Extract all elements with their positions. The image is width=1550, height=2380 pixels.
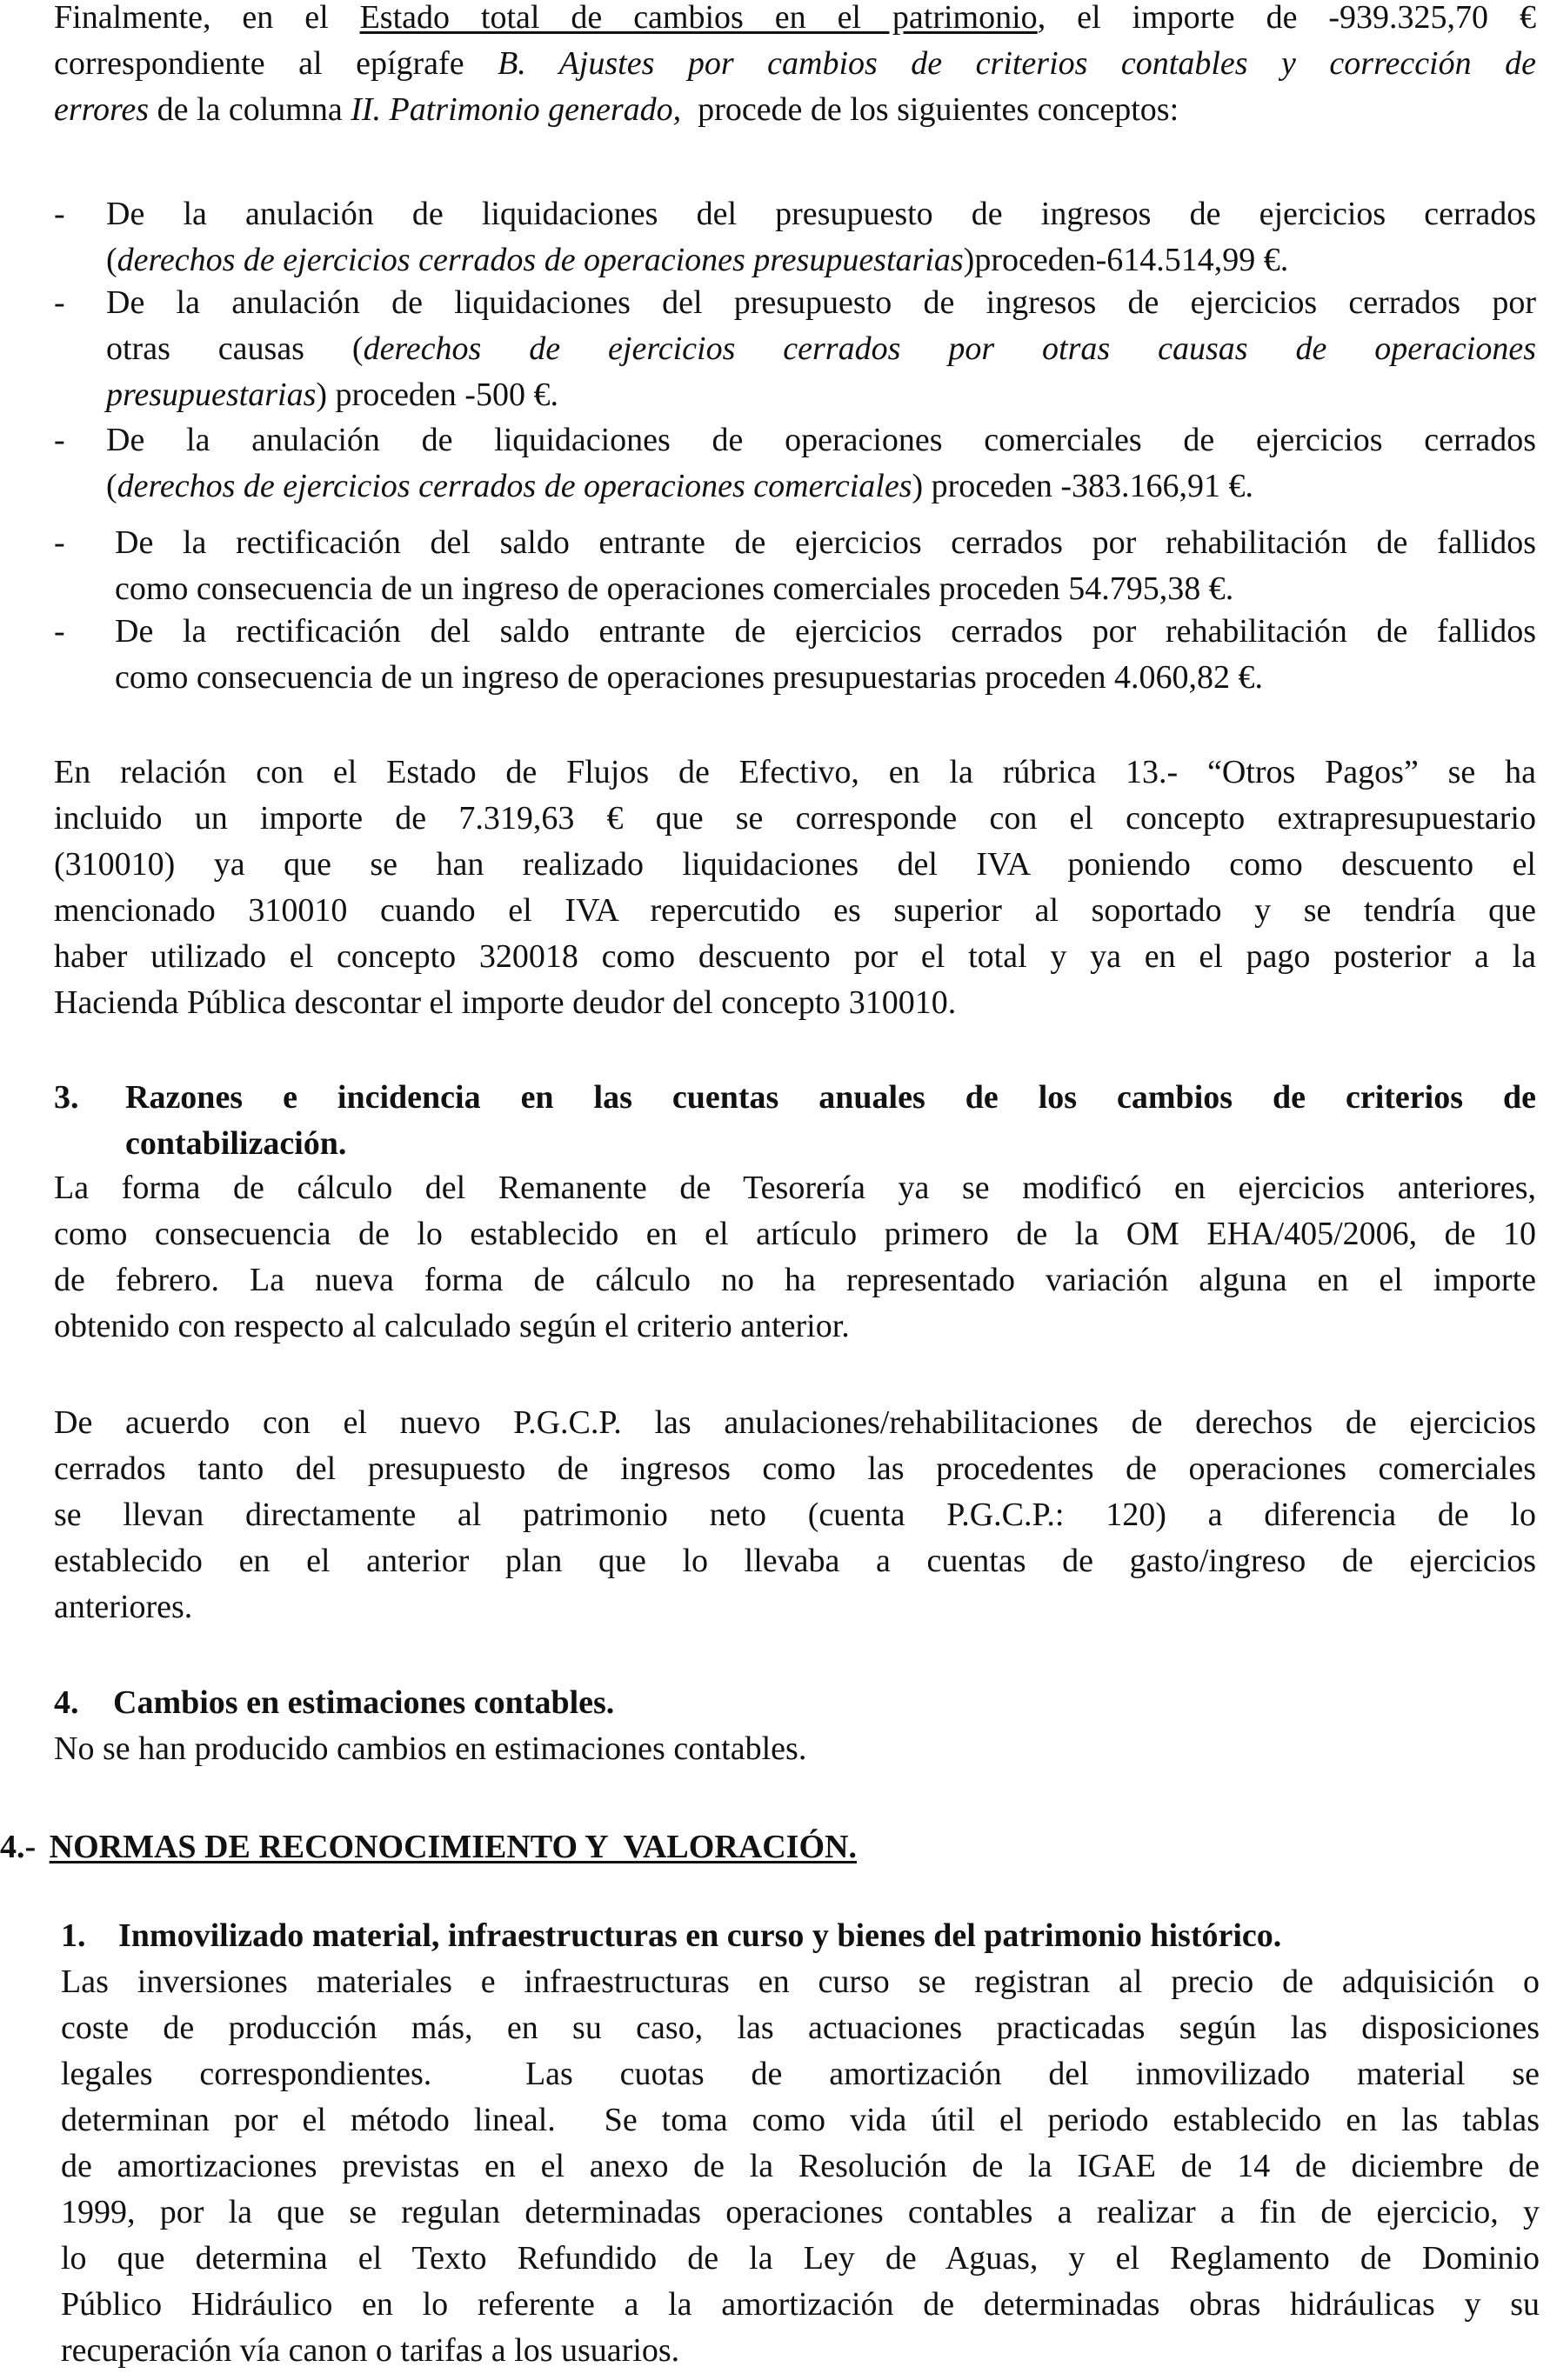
estado-total-link-text: Estado total de cambios en el patrimonio bbox=[359, 0, 1038, 36]
bullet-item: - De la rectificación del saldo entrante de ejercicios cerrados por rehabilitación de fallidos como consecuencia de un ingreso de operaciones comerciales proceden 54.795,38 €. bbox=[54, 520, 1536, 612]
intro-line-3: errores de la columna II. Patrimonio generado, procede de los siguientes conceptos: bbox=[54, 91, 1179, 128]
section-3-paragraph: La forma de cálculo del Remanente de Tesorería ya se modificó en ejercicios anteriores, como consecuencia de lo establecido en el artículo primero de la OM EHA/405/2006, de 10 de febrero. La nueva forma de cálculo no ha representado variación alguna en el importe obtenido con respecto al calculado según el criterio anterior. bbox=[54, 1170, 1536, 1344]
bullet-marker: - bbox=[54, 196, 65, 232]
intro-line-2: correspondiente al epígrafe B. Ajustes por cambios de criterios contables y corrección de bbox=[54, 45, 1536, 82]
section-number: 3. bbox=[54, 1079, 79, 1116]
bullet-marker: - bbox=[54, 613, 65, 650]
section-number: 4. bbox=[54, 1684, 79, 1721]
intro-paragraph bbox=[54, 0, 1536, 133]
normas-number: 4.- bbox=[0, 1829, 37, 1865]
flujos-paragraph: En relación con el Estado de Flujos de Efectivo, en la rúbrica 13.- “Otros Pagos” se ha incluido un importe de 7.319,63 € que se corresponde con el concepto extrapresupuestario (310010) ya que se han realizado liquidaciones del IVA poniendo como descuento el mencionado 310010 cuando el IVA repercutido es superior al soportado y se tendría que haber utilizado el concepto 320018 como descuento por el total y ya en el pago posterior a la Hacienda Pública descontar el importe deudor del concepto 310010. bbox=[54, 754, 1536, 1021]
section-4-text: No se han producido cambios en estimaciones contables. bbox=[54, 1730, 807, 1767]
bullet-item: - De la rectificación del saldo entrante de ejercicios cerrados por rehabilitación de fallidos como consecuencia de un ingreso de operaciones presupuestarias proceden 4.060,82 €. bbox=[54, 609, 1536, 701]
bullet-marker: - bbox=[54, 284, 65, 321]
bullet-item: - De la anulación de liquidaciones del presupuesto de ingresos de ejercicios cerrados (derechos de ejercicios cerrados de operaciones presupuestarias)proceden-614.514,99 €. bbox=[54, 191, 1536, 283]
section-number: 1. bbox=[61, 1917, 86, 1954]
intro-line-1: Finalmente, en el Estado total de cambios en el patrimonio, el importe de -939.325,70 € bbox=[54, 0, 1536, 36]
normas-title: NORMAS DE RECONOCIMIENTO Y VALORACIÓN. bbox=[49, 1829, 857, 1865]
inmovilizado-paragraph: Las inversiones materiales e infraestructuras en curso se registran al precio de adquisición o coste de producción más, en su caso, las actuaciones practicadas según las disposiciones legales correspondientes. Las cuotas de amortización del inmovilizado material se determinan por el método lineal. Se toma como vida útil el periodo establecido en las tablas de amortizaciones previstas en el anexo de la Resolución de la IGAE de 14 de diciembre de 1999, por la que se regulan determinadas operaciones contables a realizar a fin de ejercicio, y lo que determina el Texto Refundido de la Ley de Aguas, y el Reglamento de Dominio Público Hidráulico en lo referente a la amortización de determinadas obras hidráulicas y su recuperación vía canon o tarifas a los usuarios. bbox=[61, 1963, 1540, 2369]
bullet-item: - De la anulación de liquidaciones del presupuesto de ingresos de ejercicios cerrados por otras causas (derechos de ejercicios cerrados por otras causas de operaciones presupuestarias) proceden -500 €. bbox=[54, 280, 1536, 418]
normas-heading bbox=[0, 1824, 1536, 1870]
bullet-marker: - bbox=[54, 422, 65, 458]
section-4-heading: 4. Cambios en estimaciones contables. bbox=[54, 1680, 1536, 1726]
bullet-marker: - bbox=[54, 524, 65, 561]
section-3-heading: 3. Razones e incidencia en las cuentas anuales de los cambios de criterios de contabilización. bbox=[54, 1075, 1536, 1167]
section-3-paragraph: De acuerdo con el nuevo P.G.C.P. las anulaciones/rehabilitaciones de derechos de ejercicios cerrados tanto del presupuesto de ingresos como las procedentes de operaciones comerciales se llevan directamente al patrimonio neto (cuenta P.G.C.P.: 120) a diferencia de lo establecido en el anterior plan que lo llevaba a cuentas de gasto/ingreso de ejercicios anteriores. bbox=[54, 1404, 1536, 1625]
inmovilizado-heading: 1. Inmovilizado material, infraestructuras en curso y bienes del patrimonio histórico. bbox=[61, 1913, 1540, 1959]
bullet-item: - De la anulación de liquidaciones de operaciones comerciales de ejercicios cerrados (derechos de ejercicios cerrados de operaciones comerciales) proceden -383.166,91 €. bbox=[54, 417, 1536, 510]
